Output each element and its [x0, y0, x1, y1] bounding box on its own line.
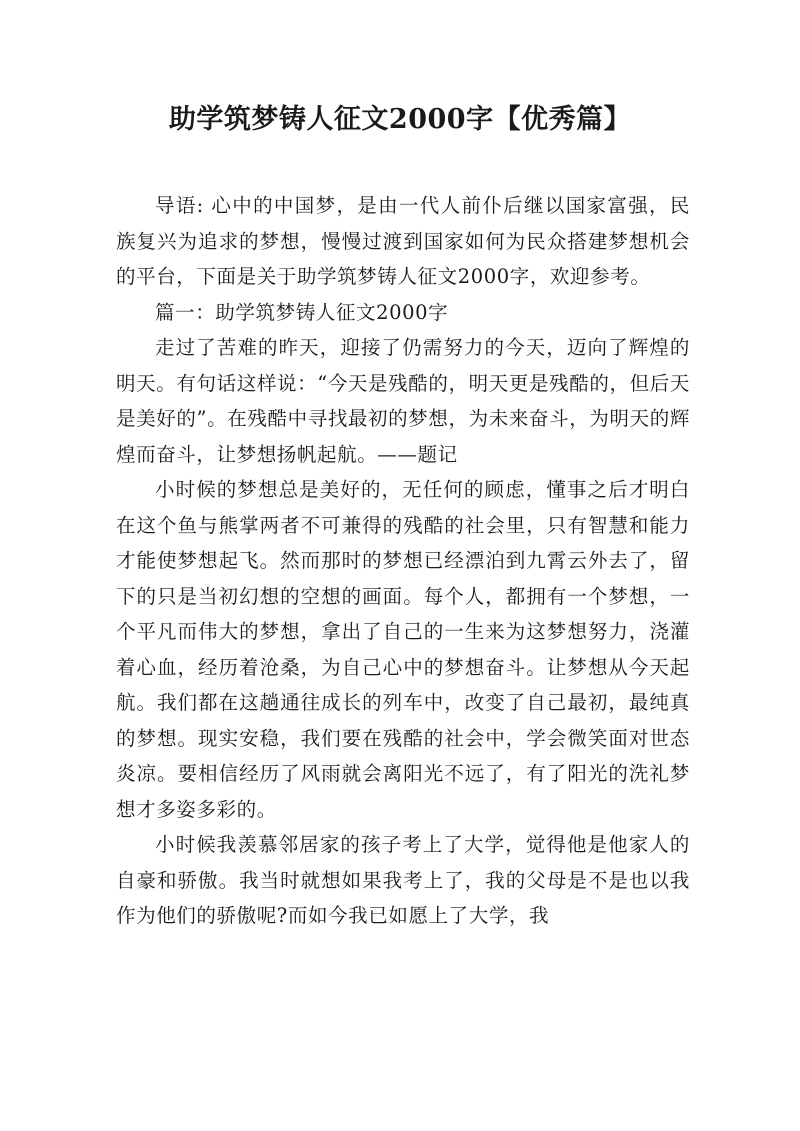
body-paragraph: 小时候我羡慕邻居家的孩子考上了大学，觉得他是他家人的自豪和骄傲。我当时就想如果我考上了，我的父母是不是也以我作为他们的骄傲呢?而如今我已如愿上了大学，我: [116, 833, 690, 927]
document-title: 助学筑梦铸人征文2000字【优秀篇】: [168, 104, 632, 135]
body-paragraph: 小时候的梦想总是美好的，无任何的顾虑，懂事之后才明白在这个鱼与熊掌两者不可兼得的残酷的社会里，只有智慧和能力才能使梦想起飞。然而那时的梦想已经漂泊到九霄云外去了，留下的只是当初幻想的空想的画面。每个人，都拥有一个梦想，一个平凡而伟大的梦想，拿出了自己的一生来为这梦想努力，浇灌着心血，经历着沧桑，为自己心中的梦想奋斗。让梦想从今天起航。我们都在这趟通往成长的列车中，改变了自己最初，最纯真的梦想。现实安稳，我们要在残酷的社会中，学会微笑面对世态炎凉。要相信经历了风雨就会离阳光不远了，有了阳光的洗礼梦想才多姿多彩的。: [116, 478, 690, 821]
intro-paragraph: 导语: 心中的中国梦，是由一代人前仆后继以国家富强，民族复兴为追求的梦想，慢慢过渡到国家如何为民众搭建梦想机会的平台，下面是关于助学筑梦铸人征文2000字，欢迎参考。: [116, 194, 690, 288]
section-heading: 篇一：助学筑梦铸人征文2000字: [155, 300, 449, 324]
document-body: [116, 188, 690, 934]
body-paragraph: 走过了苦难的昨天，迎接了仍需努力的今天，迈向了辉煌的明天。有句话这样说：“今天是残酷的，明天更是残酷的，但后天是美好的”。在残酷中寻找最初的梦想，为未来奋斗，为明天的辉煌而奋斗，让梦想扬帆起航。——题记: [116, 336, 690, 466]
